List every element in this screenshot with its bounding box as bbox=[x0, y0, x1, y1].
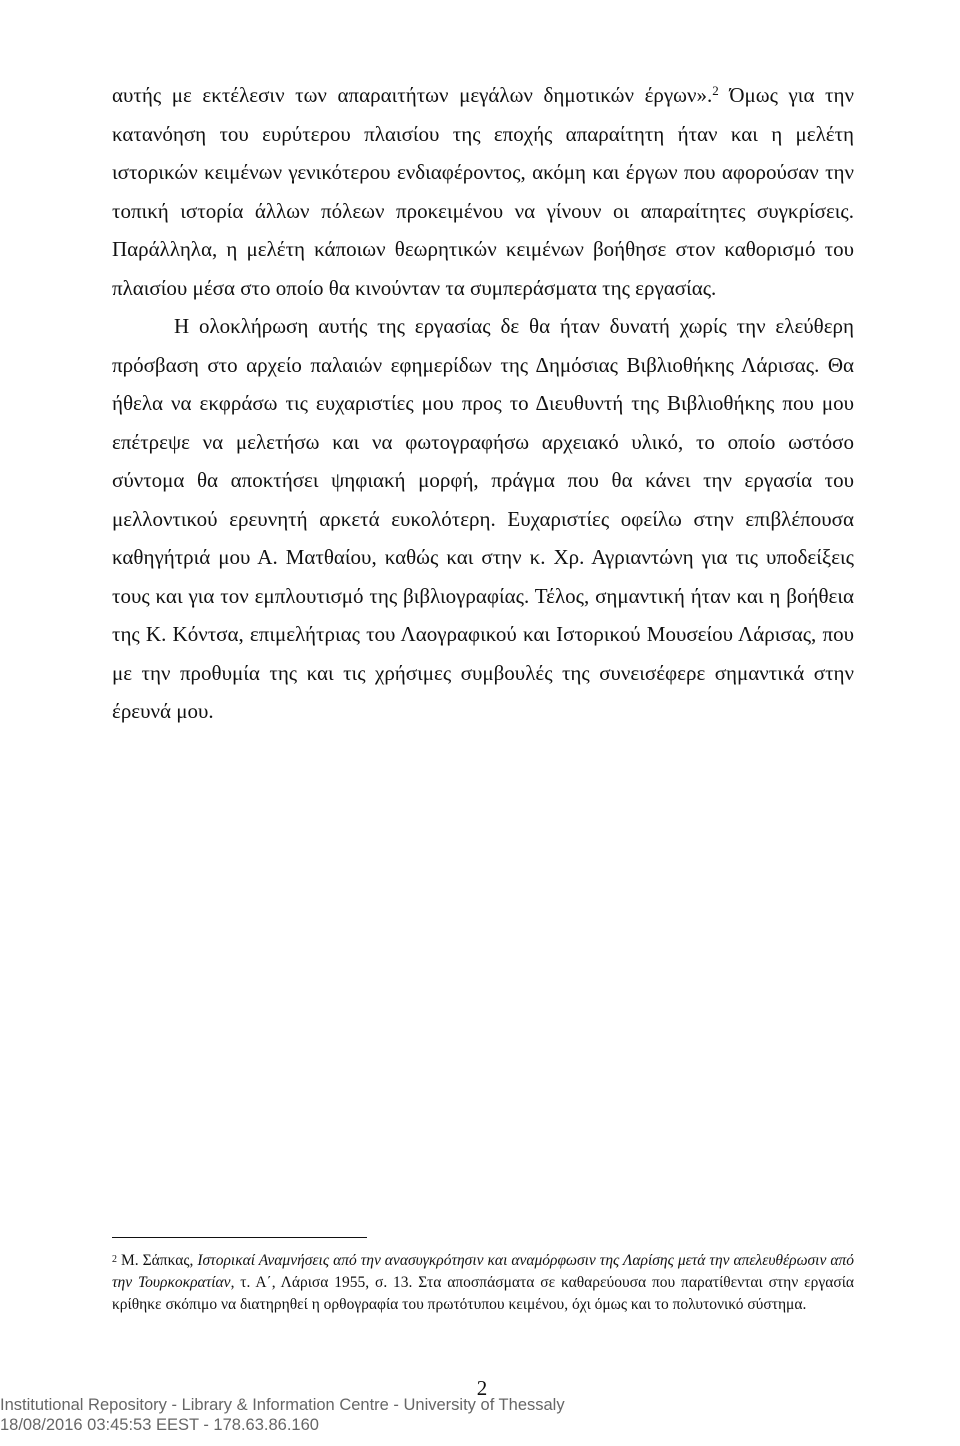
repository-stamp-line-2: 18/08/2016 03:45:53 EEST - 178.63.86.160 bbox=[0, 1416, 319, 1434]
footnote-reference[interactable]: 2 bbox=[712, 83, 719, 98]
footnote-separator bbox=[112, 1237, 367, 1238]
footnote bbox=[112, 1250, 854, 1316]
footnote-mark: 2 bbox=[112, 1254, 117, 1265]
footnote-title: Ιστορικαί Αναμνήσεις από την ανασυγκρότησιν και αναμόρφωσιν της Λαρίσης μετά την απελευθέρωσιν από την Τουρκοκρατίαν bbox=[112, 1252, 854, 1291]
paragraph-1 bbox=[112, 76, 854, 307]
paragraph-2: Η ολοκλήρωση αυτής της εργασίας δε θα ήταν δυνατή χωρίς την ελεύθερη πρόσβαση στο αρχείο παλαιών εφημερίδων της Δημόσιας Βιβλιοθήκης Λάρισας. Θα ήθελα να εκφράσω τις ευχαριστίες μου προς το Διευθυντή της Βιβλιοθήκης που μου επέτρεψε να μελετήσω και να φωτογραφήσω αρχειακό υλικό, το οποίο ωστόσο σύντομα θα αποκτήσει ψηφιακή μορφή, πράγμα που θα κάνει την εργασία του μελλοντικού ερευνητή αρκετά ευκολότερη. Ευχαριστίες οφείλω στην επιβλέπουσα καθηγήτριά μου Α. Ματθαίου, καθώς και στην κ. Χρ. Αγριαντώνη για τις υποδείξεις τους και για τον εμπλουτισμό της βιβλιογραφίας. Τέλος, σημαντική ήταν και η βοήθεια της Κ. Κόντσα, επιμελήτριας του Λαογραφικού και Ιστορικού Μουσείου Λάρισας, που με την προθυμία της και τις χρήσιμες συμβουλές της συνεισέφερε σημαντικά στην έρευνά μου. bbox=[112, 314, 854, 723]
body-text bbox=[112, 76, 854, 731]
repository-stamp bbox=[0, 1395, 565, 1435]
page-number: 2 bbox=[476, 1376, 488, 1400]
footnote-details: , τ. Α΄, Λάρισα 1955, σ. 13. Στα αποσπάσματα σε καθαρεύουσα που παρατίθενται στην εργασία κρίθηκε σκόπιμο να διατηρηθεί η ορθογραφία του πρωτότυπου κειμένου, όχι όμως και το πολυτονικό σύστημα. bbox=[112, 1274, 854, 1313]
paragraph-1-rest: Όμως για την κατανόηση του ευρύτερου πλαισίου της εποχής απαραίτητη ήταν και η μελέτη ιστορικών κειμένων γενικότερου ενδιαφέροντος, ακόμη και έργων που αφορούσαν την τοπική ιστορία άλλων πόλεων προκειμένου να γίνουν οι απαραίτητες συγκρίσεις. Παράλληλα, η μελέτη κάποιων θεωρητικών κειμένων βοήθησε στον καθορισμό του πλαισίου μέσα στο οποίο θα κινούνταν τα συμπεράσματα της εργασίας. bbox=[112, 83, 854, 300]
footnote-author: Μ. Σάπκας, bbox=[117, 1252, 198, 1269]
paragraph-1-start: αυτής με εκτέλεσιν των απαραιτήτων μεγάλων δημοτικών έργων». bbox=[112, 83, 713, 107]
repository-stamp-line-1: Institutional Repository - Library & Information Centre - University of Thessaly bbox=[0, 1396, 565, 1414]
